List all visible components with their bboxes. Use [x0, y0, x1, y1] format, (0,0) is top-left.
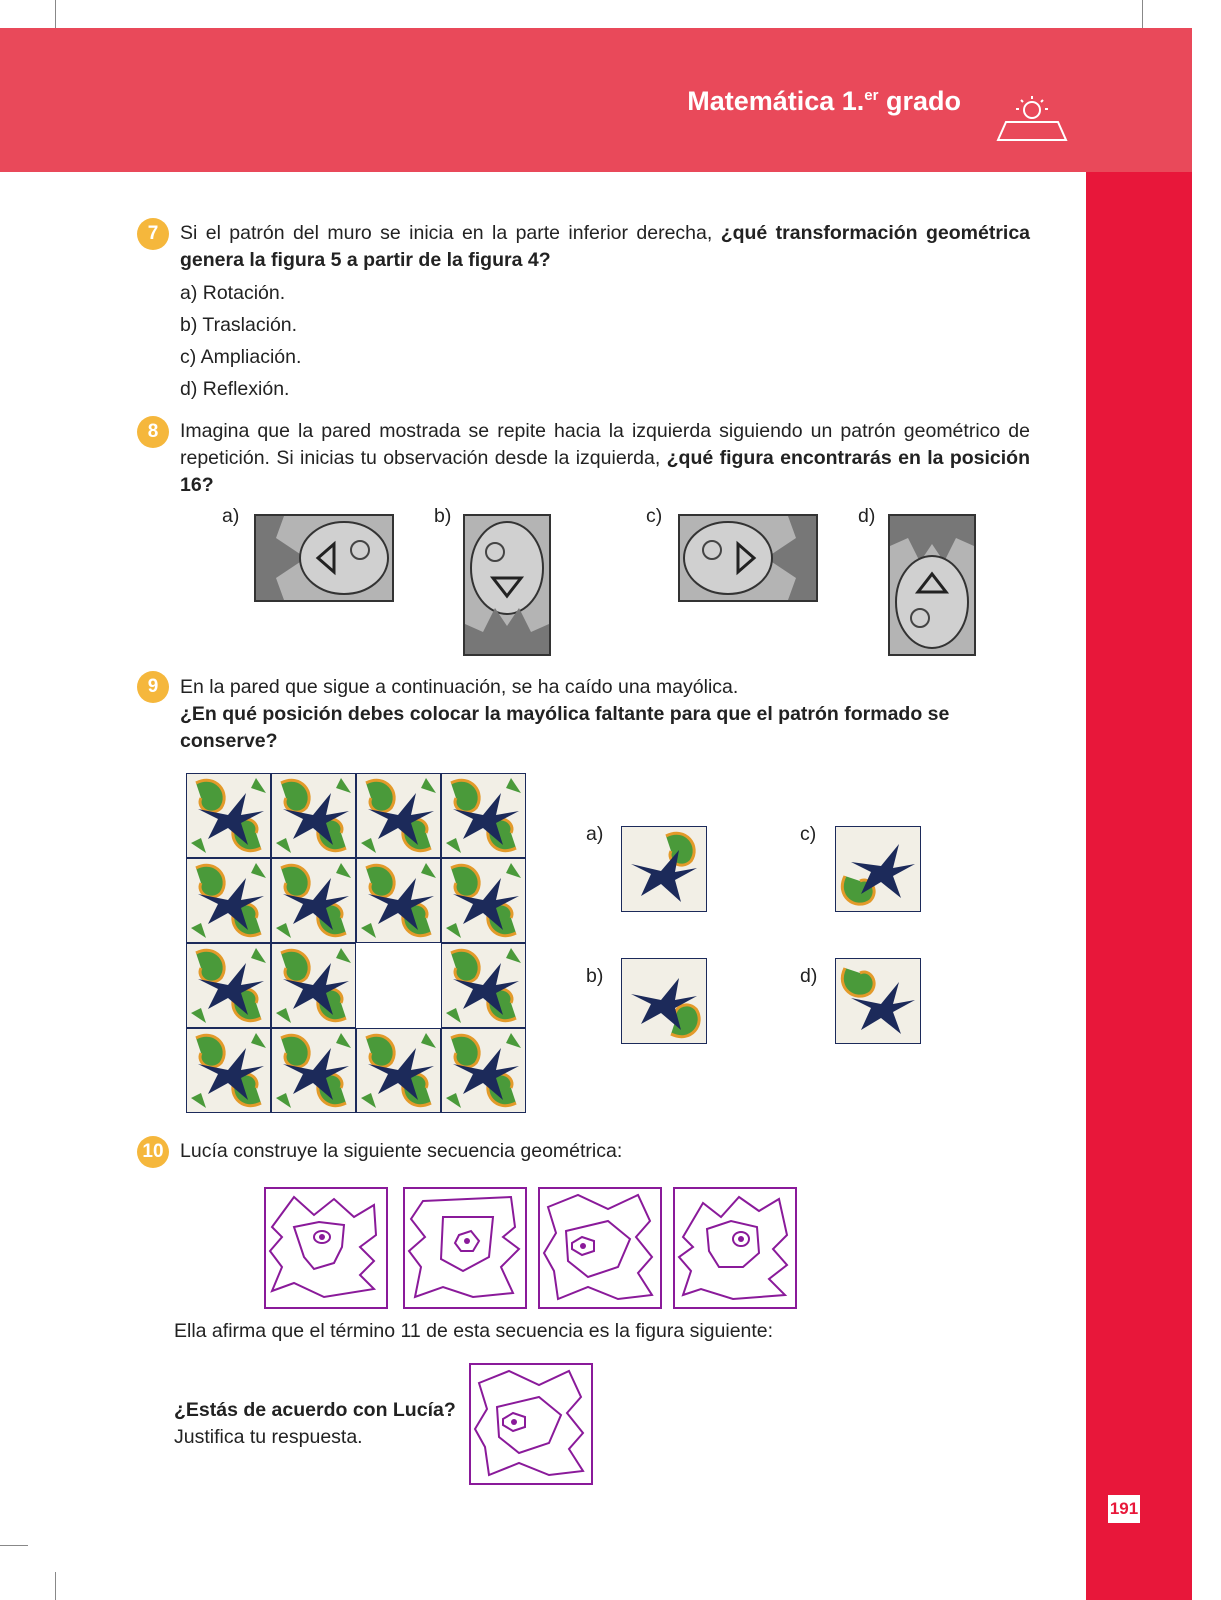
crop-mark — [0, 1545, 28, 1546]
tile-option-d[interactable] — [835, 958, 921, 1044]
question-8-option-b[interactable]: b) — [434, 505, 452, 527]
jornada-completa-logo — [994, 96, 1070, 152]
tile-option-b[interactable] — [621, 958, 707, 1044]
fish-figure-b[interactable] — [463, 514, 551, 656]
page-number: 191 — [1108, 1495, 1140, 1523]
tile-wall — [186, 773, 526, 1113]
question-7-option-d[interactable]: d) Reflexión. — [180, 378, 290, 400]
question-7-option-a[interactable]: a) Rotación. — [180, 282, 286, 304]
question-7-option-c[interactable]: c) Ampliación. — [180, 346, 302, 368]
sequence-figure-4 — [673, 1187, 797, 1314]
tile-option-a[interactable] — [621, 826, 707, 912]
question-7-option-b[interactable]: b) Traslación. — [180, 314, 298, 336]
question-10-badge: 10 — [137, 1136, 169, 1168]
question-8-badge: 8 — [137, 416, 169, 448]
fish-figure-d[interactable] — [888, 514, 976, 656]
question-7-text: Si el patrón del muro se inicia en la parte inferior derecha, ¿qué transformación geométrica genera la figura 5 a partir de la figura 4? — [180, 222, 1031, 271]
sequence-figure-3 — [538, 1187, 662, 1314]
question-8-option-d[interactable]: d) — [858, 505, 876, 527]
tile-option-c[interactable] — [835, 826, 921, 912]
crop-mark — [55, 0, 56, 28]
question-7-badge: 7 — [137, 218, 169, 250]
page-sidebar — [1086, 172, 1192, 1600]
question-9-option-a[interactable]: a) — [586, 823, 604, 845]
question-8-option-c[interactable]: c) — [646, 505, 663, 527]
question-9-option-d[interactable]: d) — [800, 965, 818, 987]
fish-figure-a[interactable] — [254, 514, 394, 602]
question-10-claim: Ella afirma que el término 11 de esta secuencia es la figura siguiente: — [174, 1320, 774, 1342]
question-10-text: Lucía construye la siguiente secuencia geométrica: — [180, 1140, 623, 1162]
question-10-prompt: ¿Estás de acuerdo con Lucía? Justifica tu respuesta. — [174, 1399, 456, 1448]
question-8-text: Imagina que la pared mostrada se repite hacia la izquierda siguiendo un patrón geométrico de repetición. Si inicias tu observación desde la izquierda, ¿qué figura encontrarás en la posición 16? — [180, 420, 1031, 496]
sequence-figure-2 — [403, 1187, 527, 1314]
sequence-term-11-figure — [469, 1363, 593, 1490]
header-title: Matemática 1.$^{er}$ grado — [687, 86, 961, 116]
crop-mark — [1142, 0, 1143, 28]
question-9-text: En la pared que sigue a continuación, se ha caído una mayólica. ¿En qué posición debes colocar la mayólica faltante para que el patrón formado se conserve? — [180, 676, 950, 752]
fish-figure-c[interactable] — [678, 514, 818, 602]
sequence-figure-1 — [264, 1187, 388, 1314]
question-9-option-b[interactable]: b) — [586, 965, 604, 987]
question-9-badge: 9 — [137, 671, 169, 703]
question-8-option-a[interactable]: a) — [222, 505, 240, 527]
crop-mark — [55, 1572, 56, 1600]
question-9-option-c[interactable]: c) — [800, 823, 817, 845]
